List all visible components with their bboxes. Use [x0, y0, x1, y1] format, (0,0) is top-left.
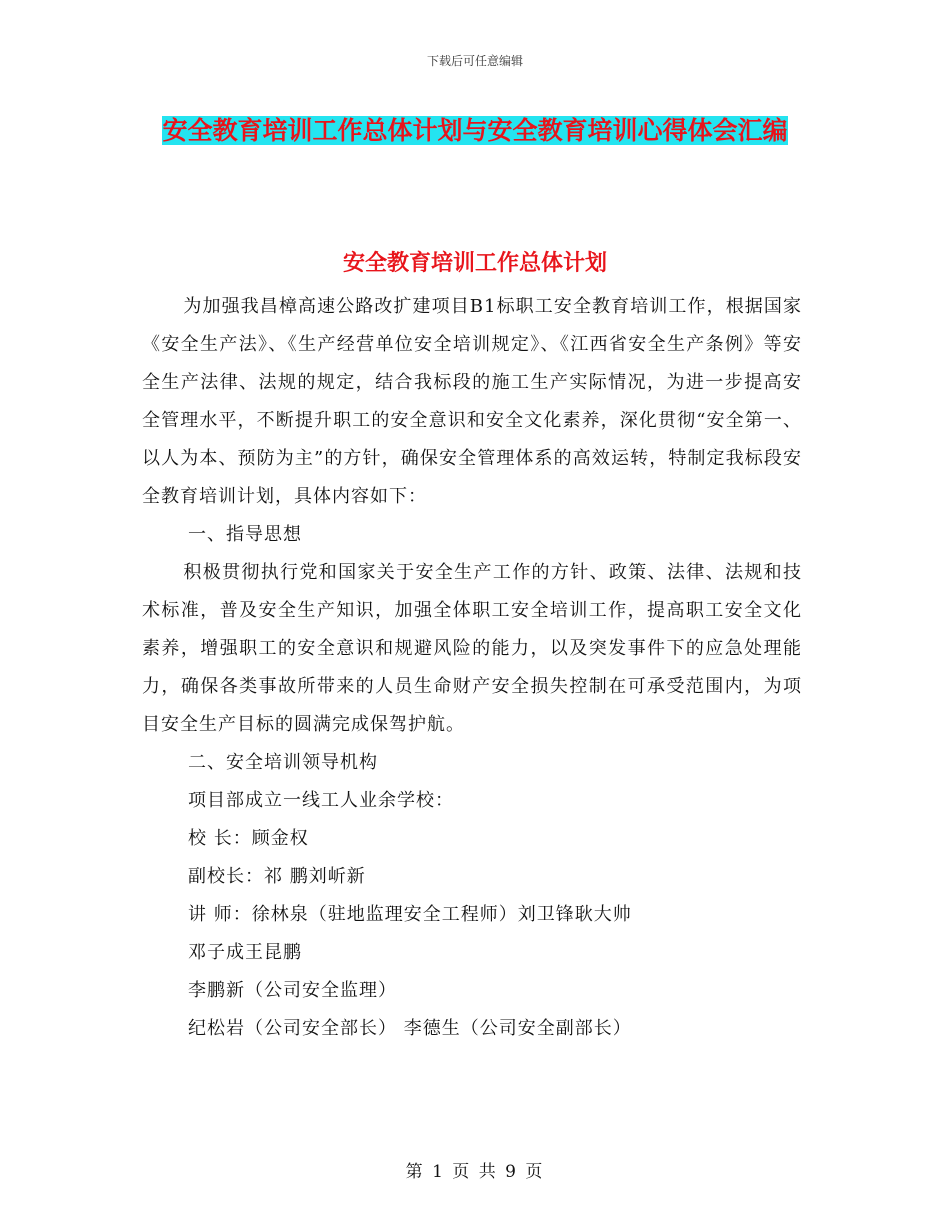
intro-paragraph: 为加强我昌樟高速公路改扩建项目B1标职工安全教育培训工作，根据国家《安全生产法》、《生产经营单位安全培训规定》、《江西省安全生产条例》等安全生产法律、法规的规定，结合我标段的施工生产实际情况，为进一步提高安全管理水平，不断提升职工的安全意识和安全文化素养，深化贯彻“安全第一、以人为本、预防为主”的方针，确保安全管理体系的高效运转，特制定我标段安全教育培训计划，具体内容如下：: [142, 296, 802, 507]
page-header-note: 下载后可任意编辑: [426, 54, 523, 68]
org-line: 纪松岩（公司安全部长） 李德生（公司安全副部长）: [188, 1018, 632, 1039]
heading-training-leadership: 二、安全培训领导机构: [188, 752, 378, 773]
org-line-principal: 校 长：顾金权: [188, 828, 309, 849]
document-title-text: 安全教育培训工作总体计划与安全教育培训心得体会汇编: [162, 116, 788, 145]
org-line: 邓子成王昆鹏: [188, 942, 302, 963]
page-number: 第 1 页 共 9 页: [405, 1162, 545, 1182]
document-title: [150, 108, 800, 154]
guiding-ideology-paragraph: 积极贯彻执行党和国家关于安全生产工作的方针、政策、法律、法规和技术标准，普及安全生产知识，加强全体职工安全培训工作，提高职工安全文化素养，增强职工的安全意识和规避风险的能力，以及突发事件下的应急处理能力，确保各类事故所带来的人员生命财产安全损失控制在可承受范围内，为项目安全生产目标的圆满完成保驾护航。: [142, 562, 802, 735]
org-line: 李鹏新（公司安全监理）: [188, 980, 397, 1001]
org-line: 项目部成立一线工人业余学校：: [188, 790, 454, 811]
org-line-lecturers: 讲 师：徐林泉（驻地监理安全工程师）刘卫锋耿大帅: [188, 904, 632, 925]
document-body: [142, 288, 802, 1048]
section-title: 安全教育培训工作总体计划: [342, 251, 607, 276]
org-line-vice-principal: 副校长：祁 鹏刘岓新: [188, 866, 366, 887]
heading-guiding-ideology: 一、指导思想: [188, 524, 302, 545]
